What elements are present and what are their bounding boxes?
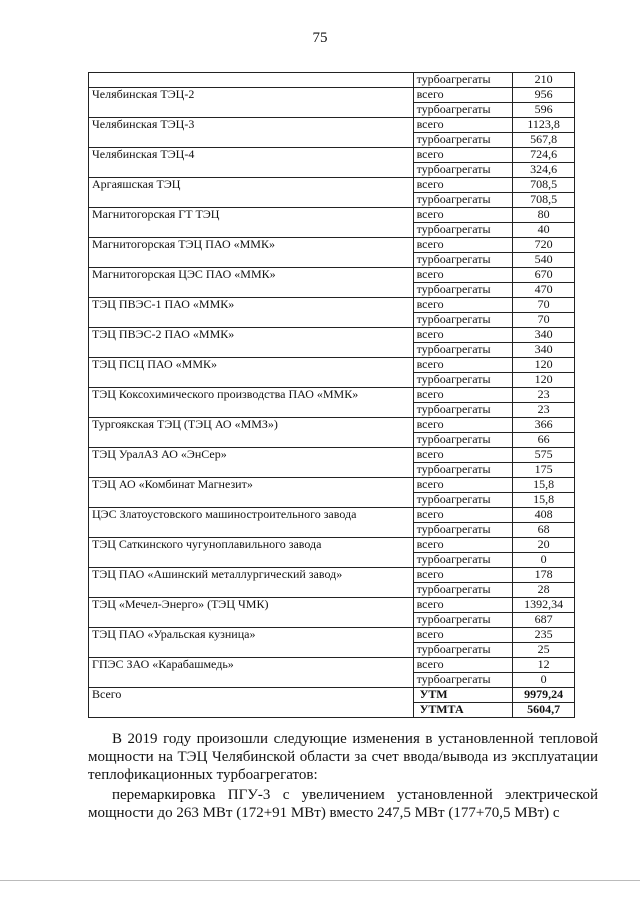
capacity-kind-cell: турбоагрегаты: [413, 133, 513, 148]
capacity-kind-cell: всего: [413, 658, 513, 673]
plant-name-cell: Аргаяшская ТЭЦ: [89, 178, 414, 208]
capacity-value-cell: 9979,24: [513, 688, 575, 703]
capacity-value-cell: 70: [513, 313, 575, 328]
capacity-value-cell: 15,8: [513, 493, 575, 508]
capacity-value-cell: 40: [513, 223, 575, 238]
capacity-kind-cell: турбоагрегаты: [413, 283, 513, 298]
capacity-kind-cell: турбоагрегаты: [413, 403, 513, 418]
capacity-kind-cell: турбоагрегаты: [413, 253, 513, 268]
plant-name-cell: ТЭЦ Саткинского чугуноплавильного завода: [89, 538, 414, 568]
capacity-kind-cell: всего: [413, 208, 513, 223]
capacity-kind-cell: турбоагрегаты: [413, 643, 513, 658]
plant-name-cell: ТЭЦ ПСЦ ПАО «ММК»: [89, 358, 414, 388]
capacity-value-cell: 23: [513, 403, 575, 418]
capacity-value-cell: 575: [513, 448, 575, 463]
capacity-value-cell: 23: [513, 388, 575, 403]
table-row: [89, 688, 575, 703]
capacity-value-cell: 1392,34: [513, 598, 575, 613]
capacity-value-cell: 66: [513, 433, 575, 448]
capacity-value-cell: 708,5: [513, 178, 575, 193]
capacity-kind-cell: турбоагрегаты: [413, 193, 513, 208]
table-row: [89, 298, 575, 313]
table-row: [89, 238, 575, 253]
table-row: [89, 118, 575, 133]
capacity-kind-cell: всего: [413, 88, 513, 103]
capacity-value-cell: 68: [513, 523, 575, 538]
plant-name-cell: ТЭЦ ПВЭС-2 ПАО «ММК»: [89, 328, 414, 358]
capacity-kind-cell: всего: [413, 178, 513, 193]
capacity-kind-cell: турбоагрегаты: [413, 613, 513, 628]
table-row: [89, 658, 575, 673]
capacity-value-cell: 5604,7: [513, 703, 575, 718]
capacity-kind-cell: всего: [413, 448, 513, 463]
capacity-kind-cell: турбоагрегаты: [413, 673, 513, 688]
table-row: [89, 568, 575, 583]
capacity-value-cell: 567,8: [513, 133, 575, 148]
capacity-kind-cell: турбоагрегаты: [413, 463, 513, 478]
capacity-kind-cell: всего: [413, 628, 513, 643]
plant-name-cell: ТЭЦ ПАО «Ашинский металлургический завод»: [89, 568, 414, 598]
capacity-value-cell: 408: [513, 508, 575, 523]
page-number: 75: [312, 30, 328, 46]
capacity-kind-cell: всего: [413, 328, 513, 343]
capacity-value-cell: 0: [513, 673, 575, 688]
capacity-kind-cell: турбоагрегаты: [413, 523, 513, 538]
capacity-kind-cell: турбоагрегаты: [413, 433, 513, 448]
plant-name-cell: ТЭЦ АО «Комбинат Магнезит»: [89, 478, 414, 508]
plant-name-cell: Магнитогорская ГТ ТЭЦ: [89, 208, 414, 238]
capacity-kind-cell: всего: [413, 148, 513, 163]
capacity-kind-cell: всего: [413, 418, 513, 433]
capacity-value-cell: 235: [513, 628, 575, 643]
capacity-kind-cell: турбоагрегаты: [413, 373, 513, 388]
plant-name-cell: ТЭЦ ПВЭС-1 ПАО «ММК»: [89, 298, 414, 328]
capacity-kind-cell: турбоагрегаты: [413, 163, 513, 178]
capacity-value-cell: 324,6: [513, 163, 575, 178]
capacity-value-cell: 120: [513, 358, 575, 373]
capacity-kind-cell: турбоагрегаты: [413, 73, 513, 88]
capacity-value-cell: 366: [513, 418, 575, 433]
plant-name-cell: Магнитогорская ЦЭС ПАО «ММК»: [89, 268, 414, 298]
table-row: [89, 268, 575, 283]
capacity-kind-cell: всего: [413, 238, 513, 253]
capacity-kind-cell: всего: [413, 598, 513, 613]
capacity-value-cell: 708,5: [513, 193, 575, 208]
capacity-kind-cell: всего: [413, 268, 513, 283]
capacity-kind-cell: всего: [413, 358, 513, 373]
capacity-value-cell: 20: [513, 538, 575, 553]
table-row: [89, 328, 575, 343]
plant-name-cell: Челябинская ТЭЦ-4: [89, 148, 414, 178]
capacity-kind-cell: всего: [413, 118, 513, 133]
capacity-value-cell: 670: [513, 268, 575, 283]
capacity-value-cell: 80: [513, 208, 575, 223]
capacity-kind-cell: турбоагрегаты: [413, 223, 513, 238]
capacity-value-cell: 70: [513, 298, 575, 313]
capacity-value-cell: 178: [513, 568, 575, 583]
capacity-kind-cell: всего: [413, 568, 513, 583]
plant-name-cell: Челябинская ТЭЦ-2: [89, 88, 414, 118]
table-row: [89, 598, 575, 613]
capacity-kind-cell: всего: [413, 298, 513, 313]
plant-name-cell: ГПЭС ЗАО «Карабашмедь»: [89, 658, 414, 688]
table-row: [89, 508, 575, 523]
capacity-value-cell: 25: [513, 643, 575, 658]
page-bottom-rule: [0, 880, 640, 881]
capacity-value-cell: 724,6: [513, 148, 575, 163]
capacity-value-cell: 720: [513, 238, 575, 253]
capacity-value-cell: 340: [513, 343, 575, 358]
capacity-value-cell: 956: [513, 88, 575, 103]
capacity-value-cell: 12: [513, 658, 575, 673]
capacity-kind-cell: турбоагрегаты: [413, 553, 513, 568]
capacity-value-cell: 540: [513, 253, 575, 268]
plant-name-cell: ТЭЦ ПАО «Уральская кузница»: [89, 628, 414, 658]
paragraph-remarking: перемаркировка ПГУ-3 с увеличением установленной электрической мощности до 263 МВт (172+91 МВт) вместо 247,5 МВт (177+70,5 МВт) с: [88, 787, 598, 821]
capacity-kind-cell: всего: [413, 538, 513, 553]
capacity-kind-cell: турбоагрегаты: [413, 493, 513, 508]
table-body: [89, 73, 575, 718]
capacity-kind-cell: всего: [413, 388, 513, 403]
plant-name-cell: ТЭЦ «Мечел-Энерго» (ТЭЦ ЧМК): [89, 598, 414, 628]
capacity-kind-cell: турбоагрегаты: [413, 313, 513, 328]
table-row: [89, 628, 575, 643]
capacity-table: [88, 72, 575, 718]
table-row: [89, 148, 575, 163]
plant-name-cell: Тургоякская ТЭЦ (ТЭЦ АО «ММЗ»): [89, 418, 414, 448]
plant-name-cell: ЦЭС Златоустовского машиностроительного завода: [89, 508, 414, 538]
capacity-value-cell: 175: [513, 463, 575, 478]
capacity-value-cell: 340: [513, 328, 575, 343]
table-row: [89, 178, 575, 193]
plant-name-cell: Всего: [89, 688, 414, 718]
capacity-kind-cell: УТМ: [413, 688, 513, 703]
capacity-kind-cell: УТМТА: [413, 703, 513, 718]
table-row: [89, 538, 575, 553]
plant-name-cell: ТЭЦ УралАЗ АО «ЭнСер»: [89, 448, 414, 478]
plant-name-cell: ТЭЦ Коксохимического производства ПАО «ММК»: [89, 388, 414, 418]
paragraph-changes-intro: В 2019 году произошли следующие изменения в установленной тепловой мощности на ТЭЦ Челябинской области за счет ввода/вывода из эксплуатации теплофикационных турбоагрегатов:: [88, 731, 598, 783]
capacity-value-cell: 15,8: [513, 478, 575, 493]
plant-name-cell: Челябинская ТЭЦ-3: [89, 118, 414, 148]
capacity-value-cell: 596: [513, 103, 575, 118]
capacity-value-cell: 0: [513, 553, 575, 568]
capacity-value-cell: 210: [513, 73, 575, 88]
capacity-kind-cell: всего: [413, 478, 513, 493]
table-row: [89, 478, 575, 493]
capacity-value-cell: 470: [513, 283, 575, 298]
table-row: [89, 88, 575, 103]
capacity-value-cell: 687: [513, 613, 575, 628]
capacity-kind-cell: турбоагрегаты: [413, 103, 513, 118]
plant-name-cell: [89, 73, 414, 88]
table-row: [89, 73, 575, 88]
capacity-kind-cell: всего: [413, 508, 513, 523]
capacity-value-cell: 120: [513, 373, 575, 388]
table-row: [89, 388, 575, 403]
capacity-kind-cell: турбоагрегаты: [413, 343, 513, 358]
table-row: [89, 448, 575, 463]
capacity-value-cell: 1123,8: [513, 118, 575, 133]
table-row: [89, 208, 575, 223]
capacity-value-cell: 28: [513, 583, 575, 598]
plant-name-cell: Магнитогорская ТЭЦ ПАО «ММК»: [89, 238, 414, 268]
table-row: [89, 358, 575, 373]
table-row: [89, 418, 575, 433]
capacity-kind-cell: турбоагрегаты: [413, 583, 513, 598]
